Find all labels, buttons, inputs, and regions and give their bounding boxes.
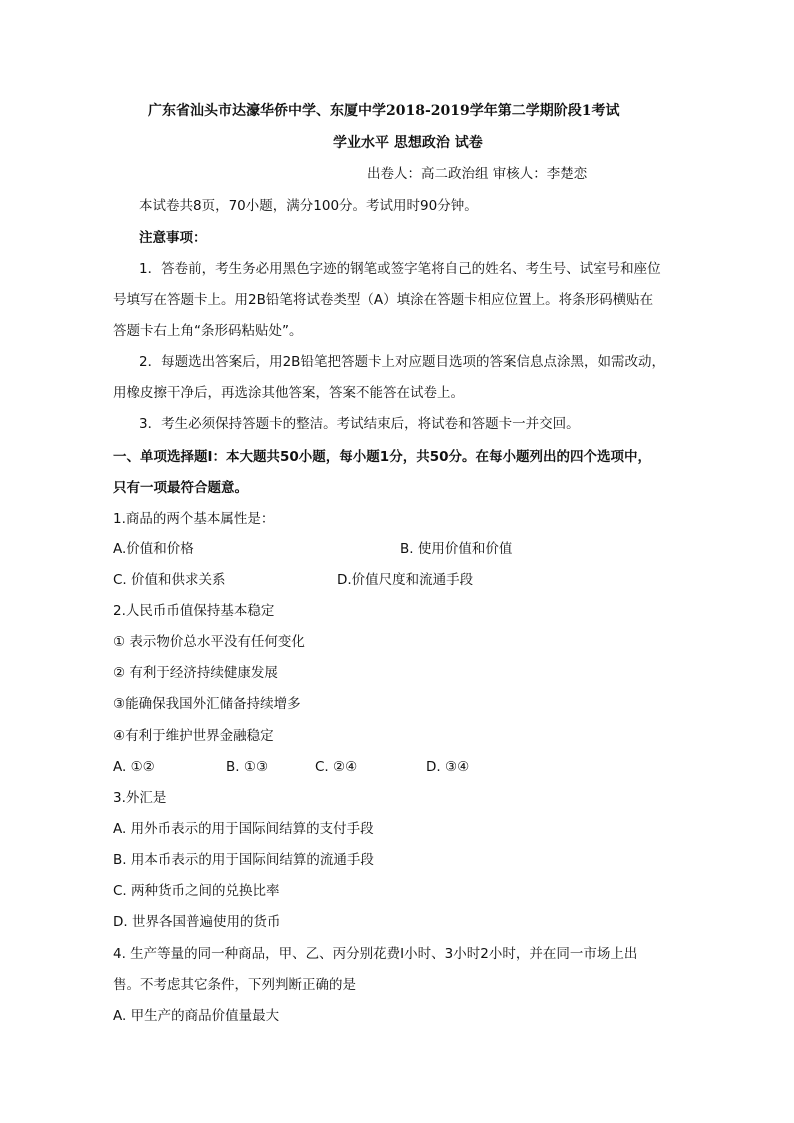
question-1-option-d: D.价值尺度和流通手段 xyxy=(337,572,474,588)
question-1-option-c: C. 价值和供求关系 xyxy=(113,572,226,588)
question-4-option-a: A. 甲生产的商品价值量最大 xyxy=(113,1008,280,1024)
question-3-option-a: A. 用外币表示的用于国际间结算的支付手段 xyxy=(113,821,374,837)
section-1-heading-line-2: 只有一项最符合题意。 xyxy=(113,480,248,496)
question-4-stem-line-2: 售。不考虑其它条件，下列判断正确的是 xyxy=(113,977,356,993)
exam-intro: 本试卷共8页，70小题，满分100分。考试用时90分钟。 xyxy=(139,198,478,214)
notice-item-1-line-1: 1．答卷前，考生务必用黑色字迹的钢笔或签字笔将自己的姓名、考生号、试室号和座位 xyxy=(139,261,661,277)
question-2-option-d: D. ③④ xyxy=(426,759,470,775)
notice-heading: 注意事项： xyxy=(139,230,207,246)
question-2-option-c: C. ②④ xyxy=(315,759,358,775)
notice-item-1-line-3: 答题卡右上角“条形码粘贴处”。 xyxy=(113,323,303,339)
notice-item-1-line-2: 号填写在答题卡上。用2B铅笔将试卷类型（A）填涂在答题卡相应位置上。将条形码横贴在 xyxy=(113,292,654,308)
notice-item-2-line-1: 2．每题选出答案后，用2B铅笔把答题卡上对应题目选项的答案信息点涂黑，如需改动， xyxy=(139,354,665,370)
question-2-option-b: B. ①③ xyxy=(226,759,269,775)
question-2-stem: 2.人民币币值保持基本稳定 xyxy=(113,603,275,619)
question-3-option-d: D. 世界各国普遍使用的货币 xyxy=(113,914,281,930)
section-1-heading-line-1: 一、单项选择题Ⅰ：本大题共50小题，每小题1分，共50分。在每小题列出的四个选项中， xyxy=(113,449,651,465)
question-3-stem: 3.外汇是 xyxy=(113,790,167,806)
question-2-statement-2: ② 有利于经济持续健康发展 xyxy=(113,665,278,681)
question-3-option-c: C. 两种货币之间的兑换比率 xyxy=(113,883,280,899)
question-2-statement-3: ③能确保我国外汇储备持续增多 xyxy=(113,696,301,712)
notice-item-3: 3．考生必须保持答题卡的整洁。考试结束后，将试卷和答题卡一并交回。 xyxy=(139,416,580,432)
exam-authors: 出卷人：高二政治组 审核人：李楚恋 xyxy=(367,166,588,182)
question-2-option-a: A. ①② xyxy=(113,759,155,775)
question-1-option-b: B. 使用价值和价值 xyxy=(400,541,513,557)
exam-subtitle: 学业水平 思想政治 试卷 xyxy=(333,135,483,151)
question-2-statement-1: ① 表示物价总水平没有任何变化 xyxy=(113,634,305,650)
question-4-stem-line-1: 4. 生产等量的同一种商品，甲、乙、丙分别花费I小时、3小时2小时，并在同一市场上出 xyxy=(113,946,638,962)
question-1-option-a: A.价值和价格 xyxy=(113,541,194,557)
question-3-option-b: B. 用本币表示的用于国际间结算的流通手段 xyxy=(113,852,374,868)
exam-title: 广东省汕头市达濠华侨中学、东厦中学2018-2019学年第二学期阶段1考试 xyxy=(148,103,620,119)
question-1-stem: 1.商品的两个基本属性是： xyxy=(113,511,275,527)
notice-item-2-line-2: 用橡皮擦干净后，再选涂其他答案，答案不能答在试卷上。 xyxy=(113,385,464,401)
question-2-statement-4: ④有利于维护世界金融稳定 xyxy=(113,728,274,744)
